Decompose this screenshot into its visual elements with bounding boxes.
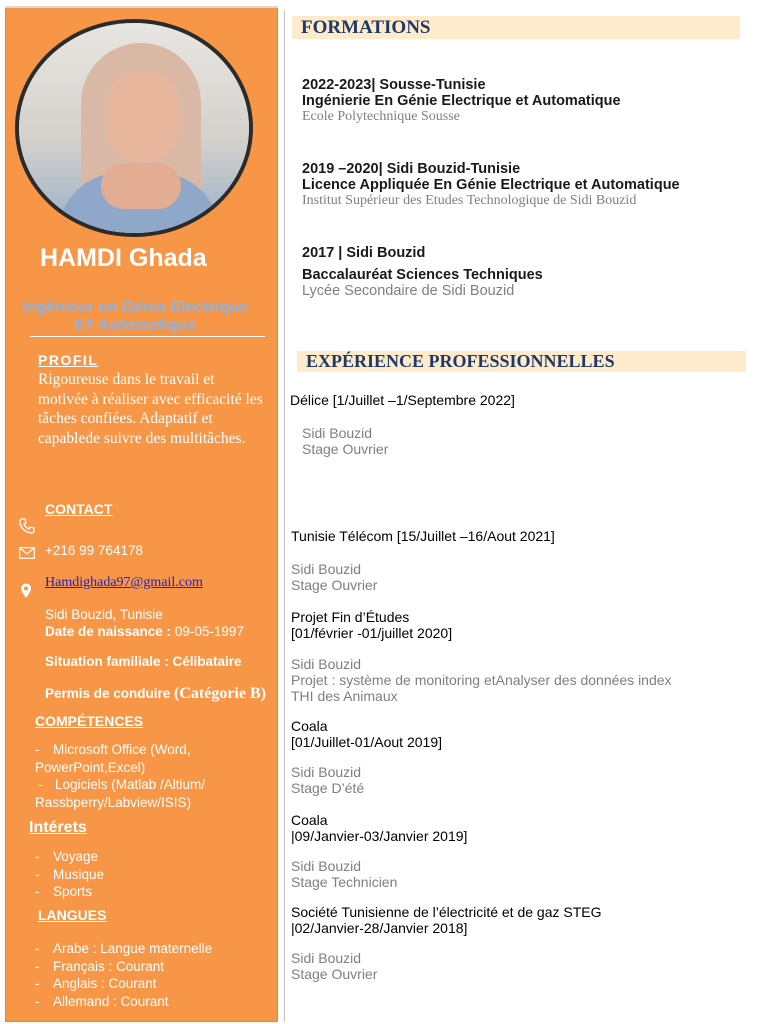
experience-head-block	[291, 812, 467, 844]
skill-item: - Logiciels (Matlab /Altium/ Rassbperry/Labview/ISIS)	[35, 777, 206, 810]
person-name: HAMDI Ghada	[40, 244, 207, 272]
profile-title: PROFIL	[38, 352, 99, 368]
phone-icon	[19, 518, 35, 536]
experience-details	[291, 950, 377, 982]
experience-dates: [01/Juillet-01/Aout 2019]	[291, 734, 442, 750]
experience-head: Tunisie Télécom [15/Juillet –16/Aout 2021]	[291, 528, 555, 544]
phone-number: +216 99 764178	[45, 543, 143, 558]
experience-details	[291, 764, 364, 796]
experience-head-block	[291, 718, 442, 750]
experience-head-block	[291, 609, 452, 641]
contact-title: CONTACT	[45, 501, 113, 517]
experience-role: Projet : système de monitoring etAnalyser des données index THI des Animaux	[291, 672, 672, 704]
experience-dates: [01/février -01/juillet 2020]	[291, 625, 453, 641]
birth-date-value: 09-05-1997	[171, 624, 244, 639]
experience-head: Délice [1/Juillet –1/Septembre 2022]	[290, 392, 515, 408]
formation-degree: Ingénierie En Génie Electrique et Automatique	[302, 93, 621, 109]
experience-dates: |09/Janvier-03/Janvier 2019]	[291, 828, 468, 844]
language-item: - Arabe : Langue maternelle	[35, 941, 213, 956]
experience-details	[291, 858, 397, 890]
experience-title: EXPÉRIENCE PROFESSIONNELLES	[306, 351, 615, 371]
experience-head: Coala	[291, 718, 328, 734]
driving-license	[45, 685, 266, 703]
experience-head: Société Tunisienne de l’électricité et de gaz STEG	[291, 904, 602, 920]
languages-title: LANGUES	[38, 907, 107, 923]
experience-head: Coala	[291, 812, 328, 828]
interest-item: - Voyage	[35, 849, 99, 864]
experience-details	[302, 425, 388, 457]
experience-role: Stage Ouvrier	[291, 577, 378, 593]
experience-role: Stage D’été	[291, 780, 365, 796]
job-title: Ingénieur en Génie Electrique ET Automatique	[22, 299, 248, 334]
family-status: Situation familiale : Célibataire	[45, 654, 242, 669]
language-item: - Français : Courant	[35, 958, 165, 974]
experience-dates: |02/Janvier-28/Janvier 2018]	[291, 920, 468, 936]
skills-title: COMPÉTENCES	[35, 713, 144, 729]
profile-text: Rigoureuse dans le travail et motivée à réaliser avec efficacité les tâches confiées. Adaptatif et capablede suivre des multitâches.	[38, 371, 263, 447]
address: Sidi Bouzid, Tunisie	[45, 607, 163, 622]
birth-date-label: Date de naissance :	[45, 624, 172, 639]
birth-date	[45, 623, 244, 641]
formation-entry	[302, 245, 543, 299]
formation-school: Institut Supérieur des Etudes Technologique de Sidi Bouzid	[302, 193, 637, 208]
experience-role: Stage Ouvrier	[291, 966, 378, 982]
language-item: - Anglais : Courant	[35, 976, 157, 991]
formation-date-place: 2019 –2020| Sidi Bouzid-Tunisie	[302, 161, 521, 177]
interests-list	[35, 848, 104, 901]
experience-city: Sidi Bouzid	[302, 425, 373, 441]
experience-city: Sidi Bouzid	[291, 950, 362, 966]
envelope-icon	[19, 547, 35, 561]
column-divider	[284, 10, 285, 1022]
formation-school: Ecole Polytechnique Sousse	[302, 109, 460, 124]
formations-title: FORMATIONS	[301, 17, 431, 38]
interest-item: - Sports	[35, 884, 93, 899]
experience-head: Projet Fin d’Études	[291, 609, 410, 625]
formation-school: Lycée Secondaire de Sidi Bouzid	[302, 283, 515, 299]
experience-role: Stage Ouvrier	[302, 441, 389, 457]
experience-city: Sidi Bouzid	[291, 656, 362, 672]
formation-date-place: 2017 | Sidi Bouzid	[302, 245, 426, 261]
experience-city: Sidi Bouzid	[291, 764, 362, 780]
interests-title: Intérets	[29, 819, 87, 836]
skills-list	[35, 741, 230, 811]
driving-license-label: Permis de conduire	[45, 686, 175, 701]
experience-details	[291, 561, 377, 593]
location-pin-icon	[20, 583, 32, 601]
languages-list	[35, 940, 212, 1010]
formation-entry	[302, 161, 680, 209]
driving-license-value: (Catégorie B)	[174, 685, 267, 702]
formation-degree: Baccalauréat Sciences Techniques	[302, 267, 543, 283]
experience-city: Sidi Bouzid	[291, 858, 362, 874]
experience-details	[291, 656, 691, 704]
profile-photo	[15, 19, 253, 237]
formation-entry	[302, 77, 621, 125]
interest-item: - Musique	[35, 866, 105, 882]
experience-head-block	[291, 904, 602, 936]
skill-item: - Microsoft Office (Word, PowerPoint,Excel)	[35, 742, 191, 775]
email-link[interactable]: Hamdighada97@gmail.com	[45, 575, 203, 590]
experience-city: Sidi Bouzid	[291, 561, 362, 577]
experience-role: Stage Technicien	[291, 874, 398, 890]
language-item: - Allemand : Courant	[35, 993, 169, 1009]
formation-date-place: 2022-2023| Sousse-Tunisie	[302, 77, 486, 93]
formation-degree: Licence Appliquée En Génie Electrique et Automatique	[302, 177, 680, 193]
job-title-underline	[30, 336, 265, 337]
